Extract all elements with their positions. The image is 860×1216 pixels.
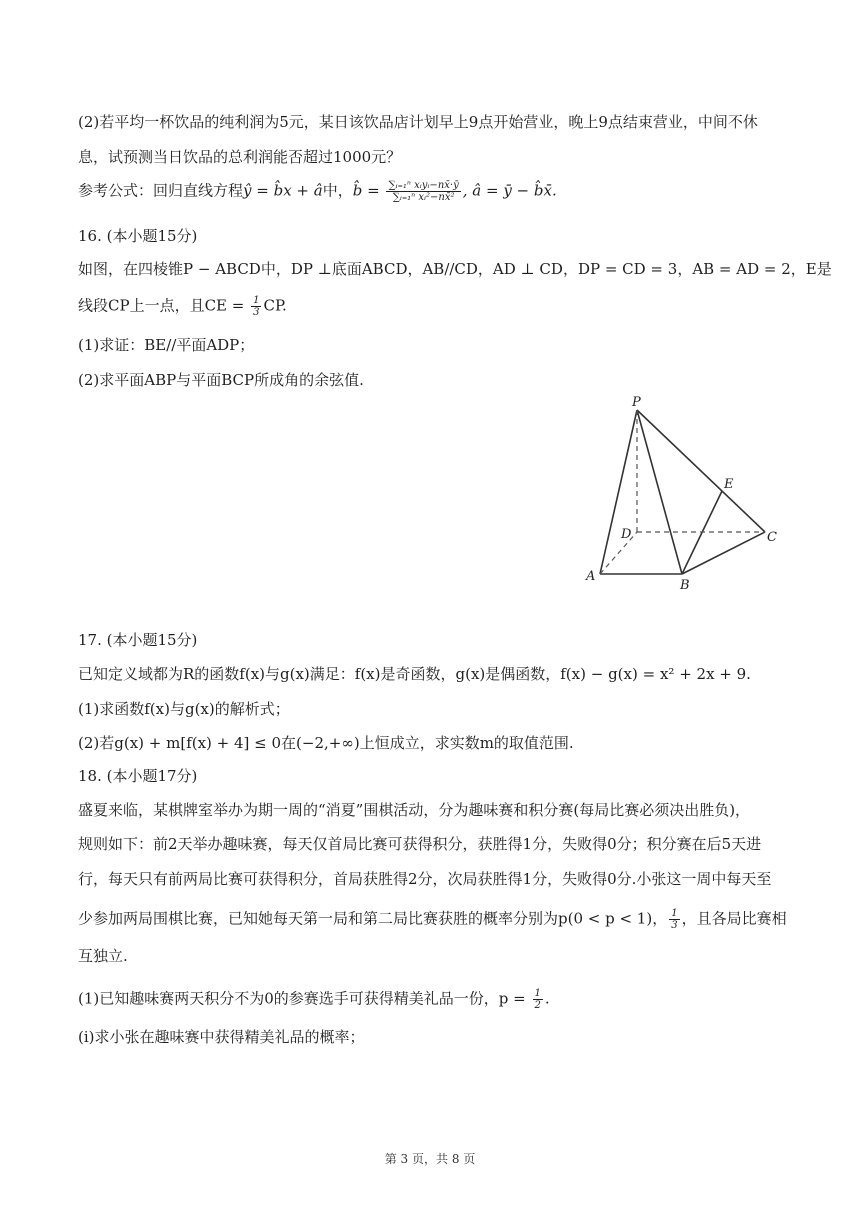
frac-num: 1: [671, 908, 678, 919]
edge-PB: [637, 410, 682, 574]
q18-part1-b: .: [544, 989, 550, 1008]
q16-stem-line2: [78, 295, 778, 318]
q18-line1: 盛夏来临，某棋牌室举办为期一周的“消夏”围棋活动，分为趣味赛和积分赛(每局比赛必须决出胜负)，: [78, 801, 751, 819]
one-third-fraction: [251, 295, 261, 318]
frac-num: 1: [534, 988, 541, 999]
a-hat-formula: , â = ȳ − b̂x̄.: [462, 181, 557, 200]
page-footer: 第 3 页，共 8 页: [384, 1152, 476, 1166]
edge-PC: [637, 410, 765, 532]
pyramid-figure: [580, 392, 790, 597]
q17-part2: (2)若g(x) + m[f(x) + 4] ≤ 0在(−2,+∞)上恒成立，求实数m的取值范围.: [78, 734, 574, 752]
q15-part2-line1: (2)若平均一杯饮品的纯利润为5元，某日该饮品店计划早上9点开始营业，晚上9点结束营业，中间不休: [78, 113, 758, 131]
label-A: A: [586, 569, 596, 584]
label-E: E: [724, 477, 734, 492]
frac-den: 2: [534, 1000, 541, 1011]
q15-part2-line2: 息，试预测当日饮品的总利润能否超过1000元？: [78, 148, 402, 166]
q16-part1: (1)求证：BE//平面ADP；: [78, 336, 255, 354]
b-hat-fraction: [386, 180, 460, 203]
q18-part1-a: (1)已知趣味赛两天积分不为0的参赛选手可获得精美礼品一份，p =: [78, 989, 531, 1008]
q15-formula-line: [78, 180, 778, 203]
q16-stem2-b: CP.: [263, 296, 287, 315]
regression-equation: ŷ = b̂x + â: [243, 181, 323, 200]
edge-PA: [600, 410, 637, 574]
frac-num: 1: [253, 295, 260, 306]
q17-stem: 已知定义域都为R的函数f(x)与g(x)满足：f(x)是奇函数，g(x)是偶函数，f(x) − g(x) = x² + 2x + 9.: [78, 665, 751, 683]
one-half-fraction: [533, 988, 543, 1011]
frac-den: 3: [253, 307, 260, 318]
formula-prefix: 参考公式：回归直线方程: [78, 181, 244, 200]
frac-den: 3: [671, 920, 678, 931]
label-B: B: [680, 578, 690, 593]
b-hat-numerator: ∑ᵢ₌₁ⁿ xᵢyᵢ−nx̄·ȳ: [388, 180, 459, 191]
formula-mid: 中，: [322, 181, 353, 200]
label-C: C: [767, 530, 777, 545]
q16-part2: (2)求平面ABP与平面BCP所成角的余弦值.: [78, 371, 364, 389]
q18-header: 18. (本小题17分): [78, 767, 198, 785]
q18-line4-b: ，且各局比赛相: [681, 909, 787, 928]
q16-stem2-a: 线段CP上一点，且CE =: [78, 296, 250, 315]
q18-line4-a: 少参加两局围棋比赛，已知她每天第一局和第二局比赛获胜的概率分别为p(0 < p < 1)，: [78, 909, 668, 928]
q16-header: 16. (本小题15分): [78, 227, 198, 245]
b-hat-label: b̂ =: [352, 181, 380, 200]
q18-part1: [78, 988, 778, 1011]
q17-header: 17. (本小题15分): [78, 631, 198, 649]
one-third-fraction-2: [669, 908, 679, 931]
edge-BC: [682, 532, 765, 574]
q17-part1: (1)求函数f(x)与g(x)的解析式；: [78, 700, 290, 718]
q18-line3: 行，每天只有前两局比赛可获得积分，首局获胜得2分，次局获胜得1分，失败得0分.小张这一周中每天至: [78, 870, 772, 888]
b-hat-denominator: ∑ᵢ₌₁ⁿ xᵢ²−nx̄²: [392, 192, 455, 203]
label-D: D: [621, 527, 632, 542]
q18-part1-i: (i)求小张在趣味赛中获得精美礼品的概率；: [78, 1028, 365, 1046]
q18-line5: 互独立.: [78, 947, 128, 965]
q16-stem-line1: 如图，在四棱锥P − ABCD中，DP ⊥底面ABCD，AB//CD，AD ⊥ CD，DP = CD = 3，AB = AD = 2，E是: [78, 260, 832, 278]
label-P: P: [632, 395, 641, 410]
q18-line4: [78, 908, 787, 931]
q18-line2: 规则如下：前2天举办趣味赛，每天仅首局比赛可获得积分，获胜得1分，失败得0分；积分赛在后5天进: [78, 835, 762, 853]
